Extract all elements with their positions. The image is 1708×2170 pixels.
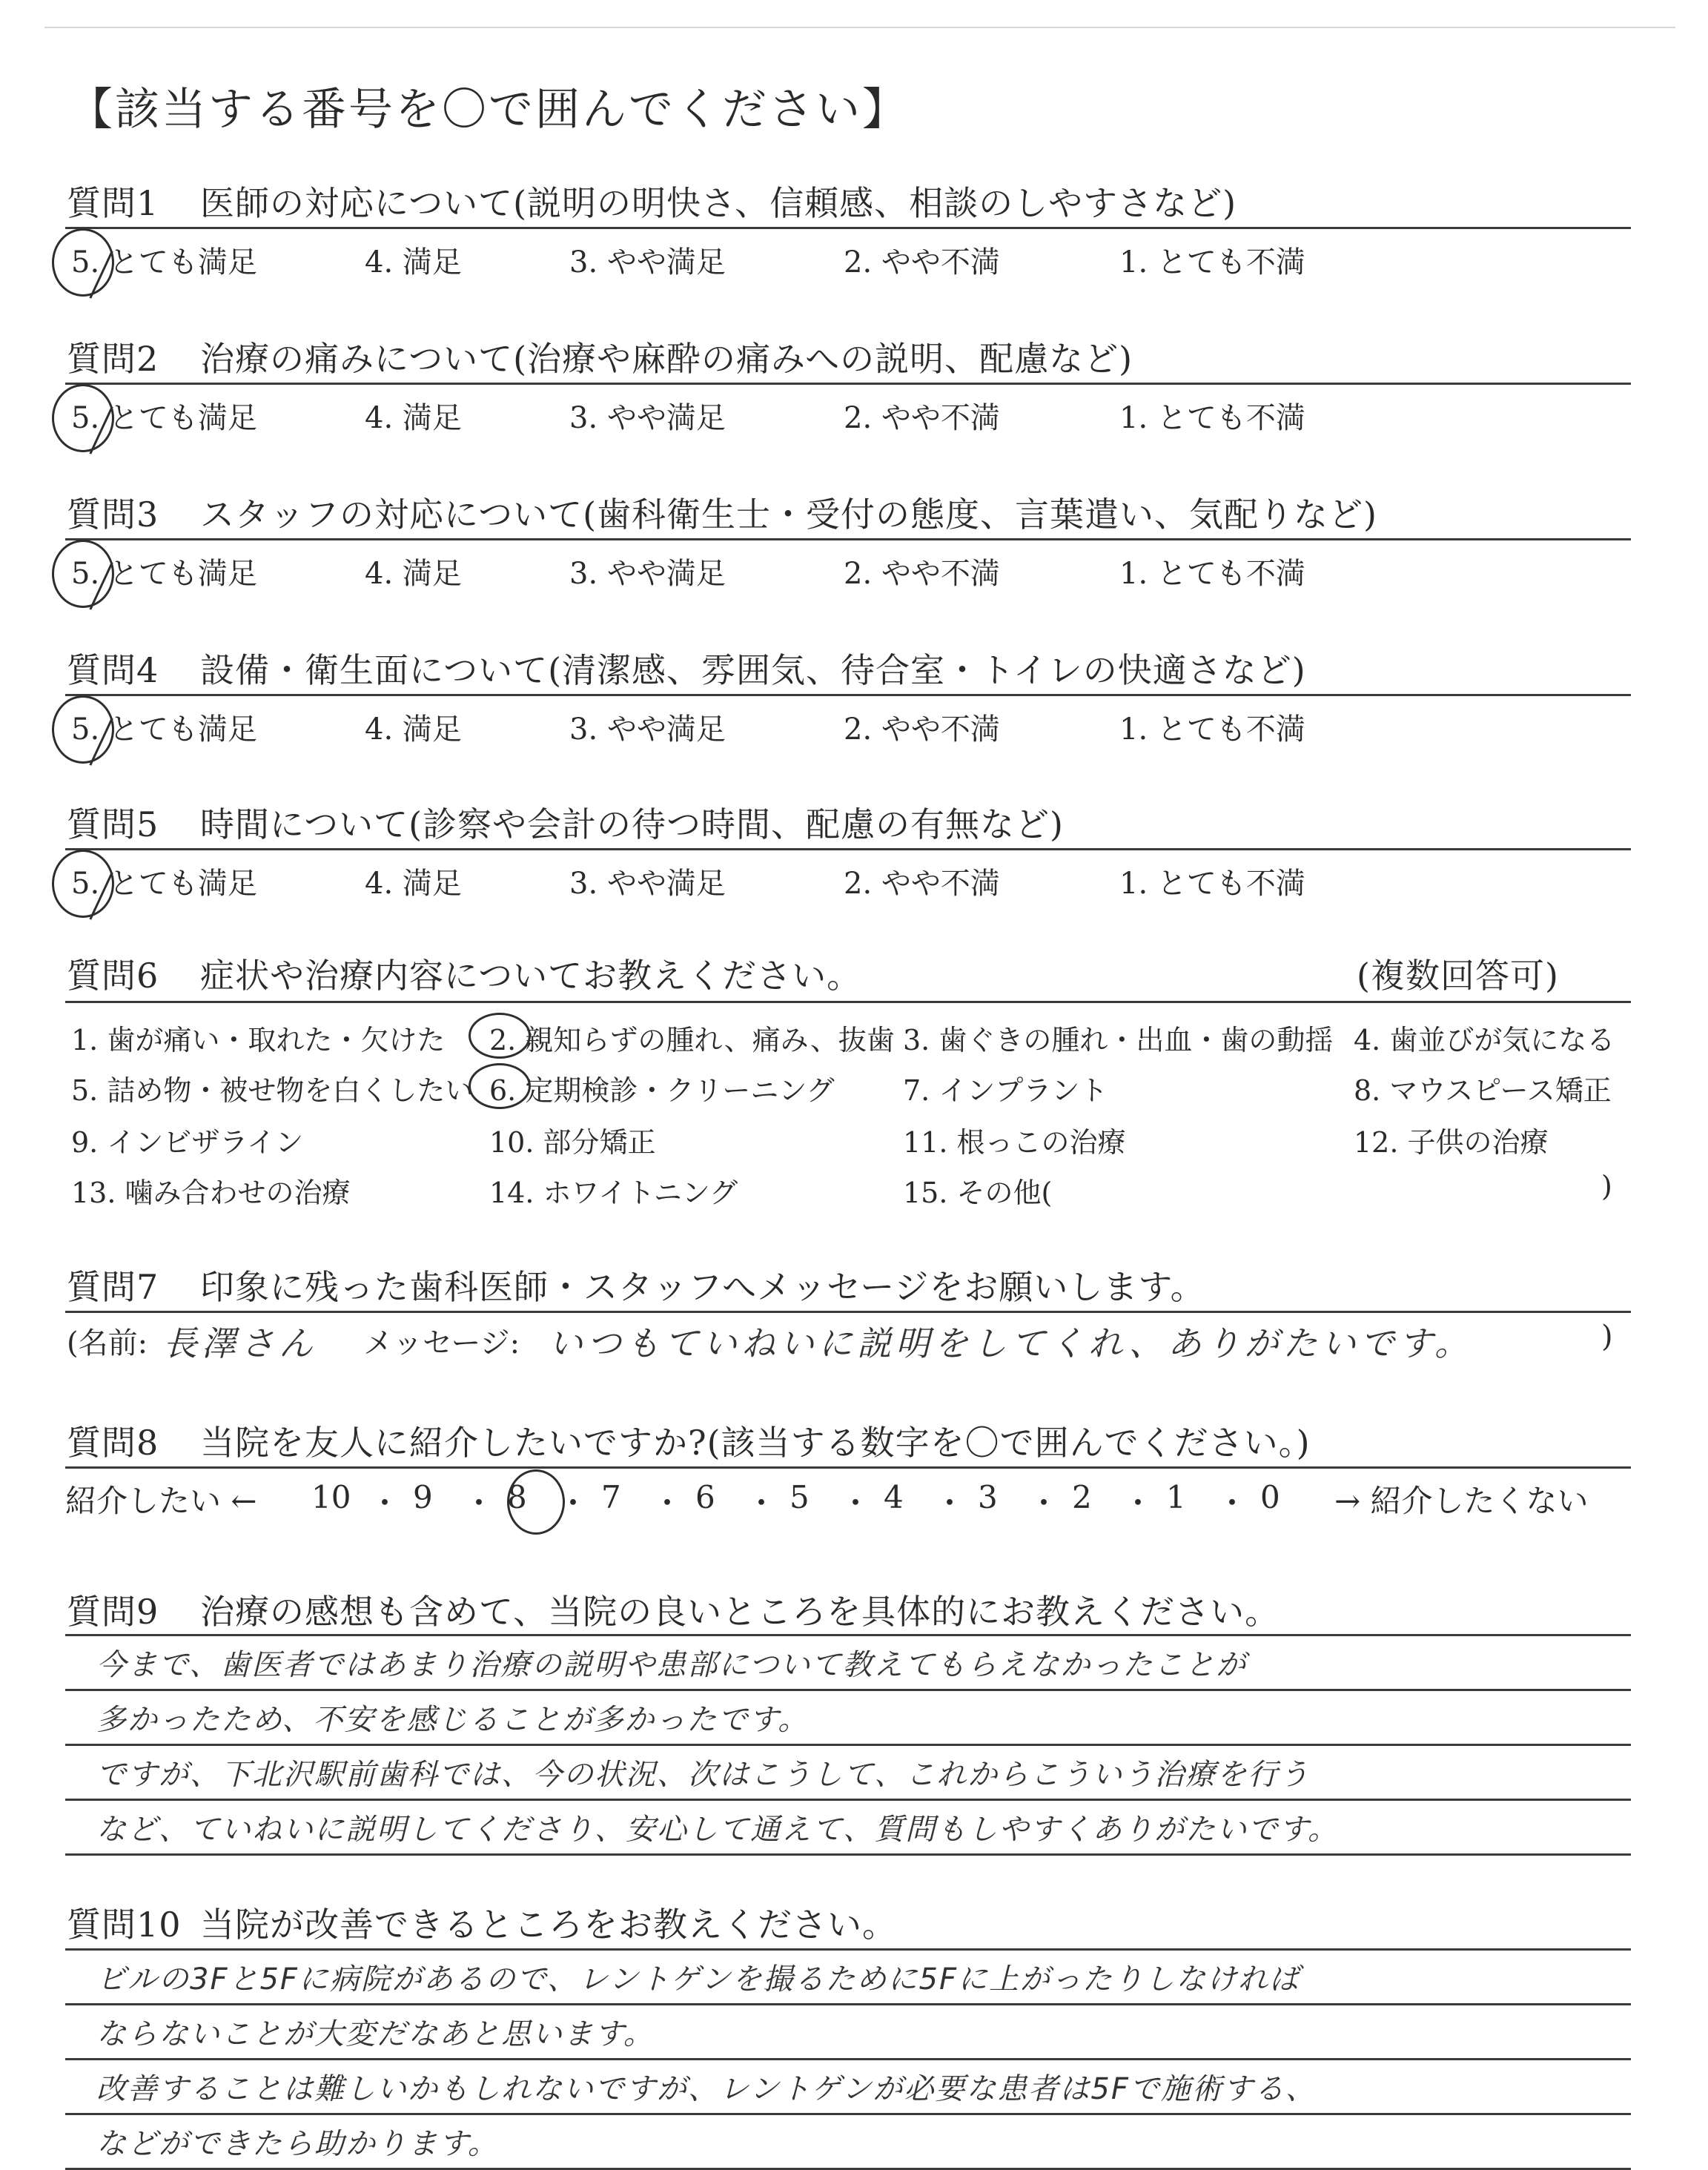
q10-text: 当院が改善できるところをお教えください。 — [200, 1905, 897, 1945]
q8-separator-dot: ・ — [934, 1485, 966, 1521]
q2-label: 質問2 — [67, 339, 159, 379]
q8-left-label: 紹介したい ← — [65, 1483, 257, 1519]
q3-rule — [65, 538, 1631, 540]
q6-text: 症状や治療内容についてお教えください。 — [200, 956, 862, 996]
q7-text: 印象に残った歯科医師・スタッフへメッセージをお願いします。 — [200, 1267, 1205, 1307]
q9-handwritten-line-4: など、ていねいに説明してくださり、安心して通えて、質問もしやすくありがたいです。 — [96, 1813, 1339, 1847]
q6-circle-2 — [469, 1013, 531, 1059]
q8-scale-8[interactable]: 8 — [507, 1479, 527, 1515]
q6-other-close: ) — [1601, 1170, 1612, 1203]
q5-option-3[interactable]: 3. やや満足 — [569, 867, 726, 901]
q6-option-7[interactable]: 7. インプラント — [903, 1074, 1108, 1107]
q2-option-2[interactable]: 2. やや不満 — [844, 401, 1000, 435]
q2-text: 治療の痛みについて(治療や麻酔の痛みへの説明、配慮など) — [200, 339, 1133, 379]
q8-text: 当院を友人に紹介したいですか?(該当する数字を〇で囲んでください。) — [200, 1423, 1311, 1463]
q8-separator-dot: ・ — [652, 1485, 683, 1521]
q8-scale-0[interactable]: 0 — [1260, 1479, 1280, 1515]
q4-option-1[interactable]: 1. とても不満 — [1119, 712, 1305, 747]
q7-message-value: いつもていねいに説明をしてくれ、ありがたいです。 — [549, 1323, 1474, 1363]
q5-text: 時間について(診察や会計の待つ時間、配慮の有無など) — [200, 804, 1064, 844]
q3-option-2[interactable]: 2. やや不満 — [844, 557, 1000, 591]
q10-handwritten-line-2: ならないことが大変だなあと思います。 — [96, 2017, 655, 2051]
q3-option-1[interactable]: 1. とても不満 — [1119, 557, 1305, 591]
q4-option-4[interactable]: 4. 満足 — [365, 712, 462, 747]
q2-rule — [65, 383, 1631, 385]
q5-label: 質問5 — [67, 804, 159, 844]
q10-handwritten-line-1: ビルの3Fと5Fに病院があるので、レントゲンを撮るために5Fに上がったりしなければ — [96, 1962, 1300, 1997]
q6-option-2[interactable]: 2. 親知らずの腫れ、痛み、抜歯 — [489, 1024, 895, 1056]
q1-option-1[interactable]: 1. とても不満 — [1119, 245, 1305, 279]
q8-separator-dot: ・ — [557, 1485, 589, 1521]
q2-option-3[interactable]: 3. やや満足 — [569, 401, 726, 435]
q6-option-8[interactable]: 8. マウスピース矯正 — [1354, 1074, 1612, 1107]
q6-option-14[interactable]: 14. ホワイトニング — [489, 1177, 738, 1209]
q8-circle-8 — [507, 1469, 565, 1535]
q6-option-12[interactable]: 12. 子供の治療 — [1354, 1126, 1549, 1159]
q6-label: 質問6 — [67, 956, 159, 996]
q2-option-5[interactable]: 5. とても満足 — [71, 401, 257, 435]
q2-option-4[interactable]: 4. 満足 — [365, 401, 462, 435]
q8-scale-3[interactable]: 3 — [978, 1479, 998, 1515]
q4-option-2[interactable]: 2. やや不満 — [844, 712, 1000, 747]
q8-scale-9[interactable]: 9 — [413, 1479, 433, 1515]
q8-separator-dot: ・ — [1217, 1485, 1248, 1521]
q4-label: 質問4 — [67, 650, 159, 690]
q3-label: 質問3 — [67, 494, 159, 535]
q7-name-value: 長澤さん — [163, 1323, 317, 1363]
q8-rule — [65, 1466, 1631, 1469]
q8-scale-2[interactable]: 2 — [1072, 1479, 1092, 1515]
q8-scale-1[interactable]: 1 — [1166, 1479, 1186, 1515]
q6-option-1[interactable]: 1. 歯が痛い・取れた・欠けた — [71, 1024, 446, 1056]
q4-rule — [65, 694, 1631, 696]
q9-rule-1 — [65, 1689, 1631, 1691]
q7-message-label: メッセージ: — [363, 1326, 520, 1360]
q9-rule-3 — [65, 1799, 1631, 1801]
q9-rule-4 — [65, 1853, 1631, 1856]
q6-option-6[interactable]: 6. 定期検診・クリーニング — [489, 1074, 835, 1107]
q8-scale-7[interactable]: 7 — [601, 1479, 621, 1515]
q9-handwritten-line-1: 今まで、歯医者ではあまり治療の説明や患部について教えてもらえなかったことが — [96, 1648, 1248, 1682]
q6-option-5[interactable]: 5. 詰め物・被せ物を白くしたい — [71, 1074, 474, 1107]
q8-separator-dot: ・ — [1122, 1485, 1154, 1521]
q6-rule — [65, 1001, 1631, 1003]
q9-handwritten-line-3: ですが、下北沢駅前歯科では、今の状況、次はこうして、これからこういう治療を行う — [96, 1758, 1311, 1792]
q8-scale-10[interactable]: 10 — [311, 1479, 351, 1515]
q4-text: 設備・衛生面について(清潔感、雰囲気、待合室・トイレの快適さなど) — [200, 650, 1306, 690]
page-title: 【該当する番号を〇で囲んでください】 — [68, 84, 909, 136]
q8-separator-dot: ・ — [369, 1485, 401, 1521]
q1-label: 質問1 — [67, 183, 159, 223]
q10-rule-2 — [65, 2058, 1631, 2060]
q10-rule-1 — [65, 2003, 1631, 2005]
q4-option-5[interactable]: 5. とても満足 — [71, 712, 257, 747]
q5-option-1[interactable]: 1. とても不満 — [1119, 867, 1305, 901]
q8-separator-dot: ・ — [463, 1485, 495, 1521]
q7-label: 質問7 — [67, 1267, 159, 1307]
q8-separator-dot: ・ — [746, 1485, 778, 1521]
q6-option-9[interactable]: 9. インビザライン — [71, 1126, 304, 1159]
q6-option-3[interactable]: 3. 歯ぐきの腫れ・出血・歯の動揺 — [903, 1024, 1334, 1056]
q8-separator-dot: ・ — [1028, 1485, 1060, 1521]
q8-separator-dot: ・ — [840, 1485, 872, 1521]
q9-handwritten-line-2: 多かったため、不安を感じることが多かったです。 — [96, 1703, 810, 1737]
q5-option-4[interactable]: 4. 満足 — [365, 867, 462, 901]
q7-rule — [65, 1311, 1631, 1313]
q9-rule-0 — [65, 1634, 1631, 1636]
q6-option-4[interactable]: 4. 歯並びが気になる — [1354, 1024, 1615, 1056]
q3-option-5[interactable]: 5. とても満足 — [71, 557, 257, 591]
q9-label: 質問9 — [67, 1592, 159, 1632]
q10-rule-3 — [65, 2113, 1631, 2115]
q7-name-label: (名前: — [67, 1326, 148, 1360]
q10-label: 質問10 — [67, 1905, 182, 1945]
q8-scale-4[interactable]: 4 — [884, 1479, 904, 1515]
q8-label: 質問8 — [67, 1423, 159, 1463]
q4-option-3[interactable]: 3. やや満足 — [569, 712, 726, 747]
q5-option-2[interactable]: 2. やや不満 — [844, 867, 1000, 901]
q8-right-label: → 紹介したくない — [1334, 1483, 1589, 1519]
q6-option-13[interactable]: 13. 噛み合わせの治療 — [71, 1177, 351, 1209]
q1-option-4[interactable]: 4. 満足 — [365, 245, 462, 279]
q5-option-5[interactable]: 5. とても満足 — [71, 867, 257, 901]
q10-handwritten-line-3: 改善することは難しいかもしれないですが、レントゲンが必要な患者は5Fで施術する、 — [96, 2072, 1317, 2106]
q5-rule — [65, 848, 1631, 850]
q1-option-2[interactable]: 2. やや不満 — [844, 245, 1000, 279]
q7-close: ) — [1601, 1320, 1613, 1354]
q8-scale-6[interactable]: 6 — [695, 1479, 715, 1515]
q1-text: 医師の対応について(説明の明快さ、信頼感、相談のしやすさなど) — [200, 183, 1237, 223]
q10-handwritten-line-4: などができたら助かります。 — [96, 2127, 499, 2161]
q1-option-3[interactable]: 3. やや満足 — [569, 245, 726, 279]
q1-option-5[interactable]: 5. とても満足 — [71, 245, 257, 279]
q9-text: 治療の感想も含めて、当院の良いところを具体的にお教えください。 — [200, 1592, 1280, 1632]
q6-note: (複数回答可) — [1357, 956, 1559, 996]
q3-option-3[interactable]: 3. やや満足 — [569, 557, 726, 591]
q6-option-15[interactable]: 15. その他( — [903, 1177, 1053, 1209]
top-border — [44, 27, 1675, 28]
q3-option-4[interactable]: 4. 満足 — [365, 557, 462, 591]
q9-rule-2 — [65, 1744, 1631, 1746]
q1-rule — [65, 227, 1631, 229]
q10-rule-0 — [65, 1948, 1631, 1951]
q6-circle-6 — [469, 1063, 531, 1109]
q2-option-1[interactable]: 1. とても不満 — [1119, 401, 1305, 435]
q3-text: スタッフの対応について(歯科衛生士・受付の態度、言葉遣い、気配りなど) — [200, 494, 1377, 535]
q6-option-11[interactable]: 11. 根っこの治療 — [903, 1126, 1126, 1159]
q8-scale-5[interactable]: 5 — [790, 1479, 810, 1515]
q6-option-10[interactable]: 10. 部分矯正 — [489, 1126, 656, 1159]
